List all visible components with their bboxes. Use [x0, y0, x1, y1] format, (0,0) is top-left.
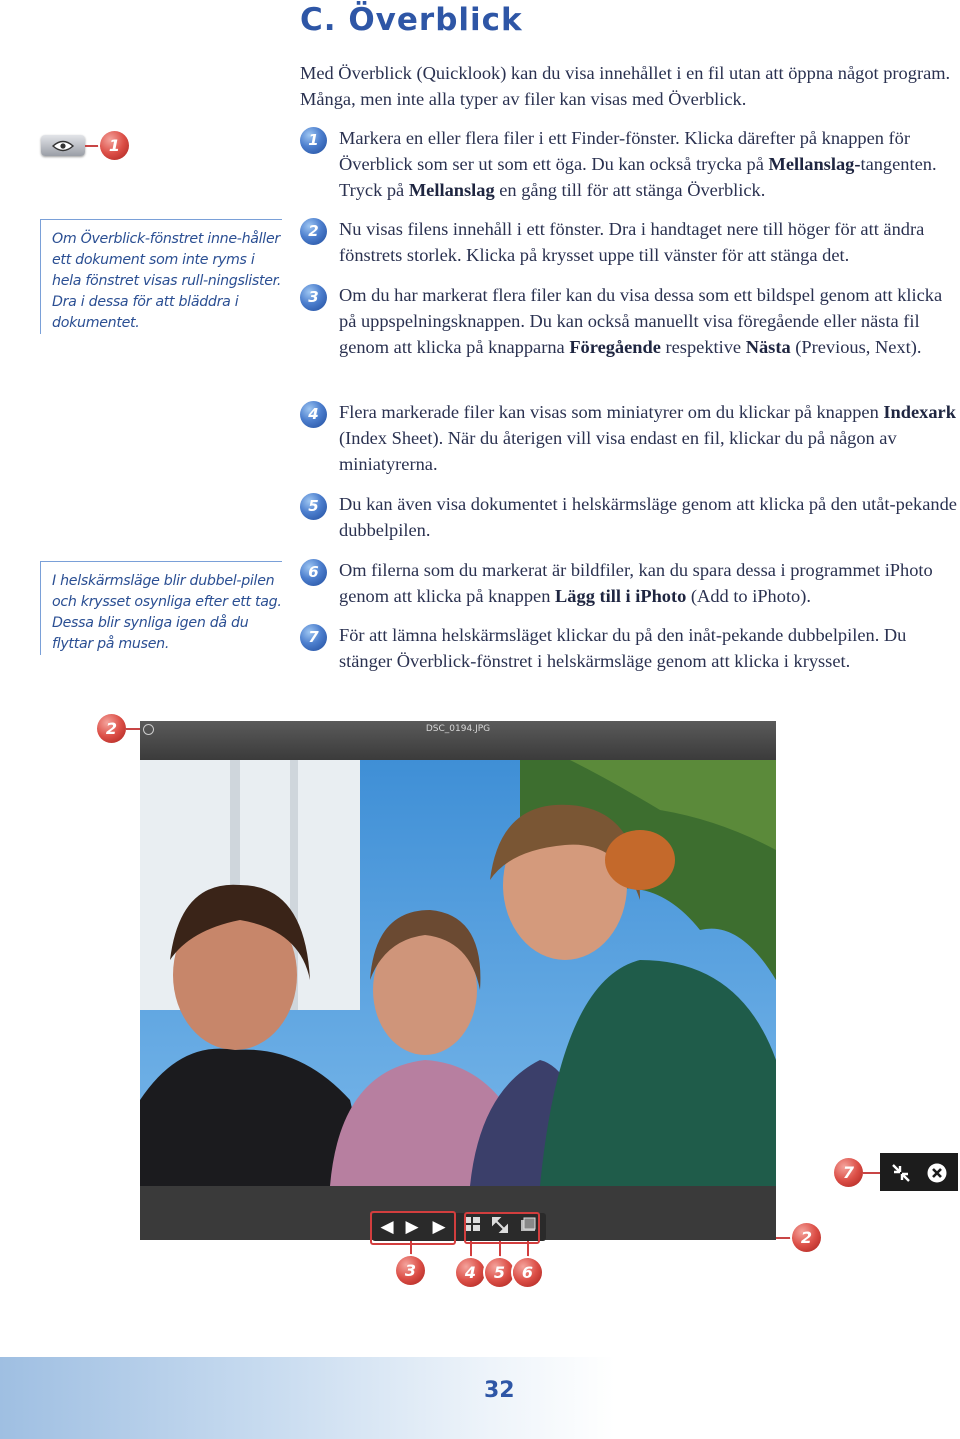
callout-badge: 4 [456, 1258, 485, 1287]
exit-fullscreen-icon[interactable] [890, 1162, 912, 1184]
preview-photo [140, 760, 776, 1186]
step-number-badge: 5 [300, 493, 327, 520]
window-close-icon[interactable] [143, 724, 154, 735]
tip-box-fullscreen: I helskärmsläge blir dubbel-pilen och krysset osynliga efter ett tag. Dessa blir synliga igen då du flyttar på musen. [40, 561, 282, 655]
intro-paragraph: Med Överblick (Quicklook) kan du visa innehållet i en fil utan att öppna något program. Många, men inte alla typer av filer kan visas med Överblick. [300, 63, 951, 109]
step-number-badge: 3 [300, 284, 327, 311]
quicklook-window-titlebar [140, 721, 776, 761]
step-2 [300, 216, 960, 268]
callout-badge: 7 [834, 1158, 863, 1187]
step-number-badge: 2 [300, 218, 327, 245]
callout-badge: 6 [513, 1258, 542, 1287]
next-button[interactable]: ▶ [432, 1217, 446, 1237]
step-6 [300, 557, 960, 609]
step-number-badge: 6 [300, 559, 327, 586]
callout-badge: 3 [396, 1256, 425, 1285]
highlight-frame [464, 1212, 540, 1244]
callout-badge: 5 [485, 1258, 514, 1287]
fullscreen-controls [880, 1153, 958, 1191]
callout-badge: 2 [792, 1223, 821, 1252]
callout-leader [863, 1172, 881, 1174]
quicklook-eye-button[interactable] [41, 135, 85, 156]
previous-button[interactable]: ◀ [380, 1217, 394, 1237]
play-button[interactable]: ▶ [405, 1217, 419, 1237]
footer-decoration [0, 1357, 615, 1439]
callout-badge: 2 [97, 714, 126, 743]
step-7 [300, 622, 960, 674]
photo-image [140, 760, 776, 1186]
window-title: DSC_0194.JPG [425, 724, 491, 734]
callout-leader [85, 145, 101, 147]
page-number: 32 [484, 1378, 515, 1403]
step-text: Flera markerade filer kan visas som miniatyrer om du klickar på knappen Indexark (Index Sheet). När du återigen vill visa endast en fil, klickar du på någon av miniatyrerna. [339, 402, 956, 474]
step-number-badge: 1 [300, 127, 327, 154]
step-number-badge: 7 [300, 624, 327, 651]
step-1 [300, 125, 960, 203]
step-text: Du kan även visa dokumentet i helskärmsläge genom att klicka på den utåt-pekande dubbelpilen. [339, 494, 957, 540]
tip-box-scrollbars: Om Överblick-fönstret inne-håller ett dokument som inte ryms i hela fönstret visas rull-ningslister. Dra i dessa för att bläddra i dokumentet. [40, 219, 282, 334]
callout-badge: 1 [100, 131, 129, 160]
close-circle-icon[interactable] [926, 1162, 948, 1184]
eye-icon [52, 140, 74, 152]
step-text: Nu visas filens innehåll i ett fönster. Dra i handtaget nere till höger för att ändra fönstrets storlek. Klicka på krysset uppe till vänster för att stänga det. [339, 219, 925, 265]
step-3 [300, 282, 960, 360]
step-number-badge: 4 [300, 401, 327, 428]
section-heading: C. Överblick [300, 2, 523, 38]
step-text: För att lämna helskärmsläget klickar du på den inåt-pekande dubbelpilen. Du stänger Överblick-fönstret i helskärmsläge genom att klicka i krysset. [339, 625, 907, 671]
step-text: Om filerna som du markerat är bildfiler, kan du spara dessa i programmet iPhoto genom att klicka på knappen Lägg till i iPhoto (Add to iPhoto). [339, 560, 933, 606]
step-text: Om du har markerat flera filer kan du visa dessa som ett bildspel genom att klicka på uppspelningsknappen. Du kan också manuellt visa föregående eller nästa fil genom att klicka på knapparna Föregående respektive Nästa (Previous, Next). [339, 285, 943, 357]
highlight-frame [370, 1211, 456, 1245]
step-5 [300, 491, 960, 543]
step-4 [300, 399, 960, 477]
step-text: Markera en eller flera filer i ett Finder-fönster. Klicka därefter på knappen för Överblick som ser ut som ett öga. Du kan också trycka på Mellanslag-tangenten. Tryck på Mellanslag en gång till för att stänga Överblick. [339, 128, 937, 200]
